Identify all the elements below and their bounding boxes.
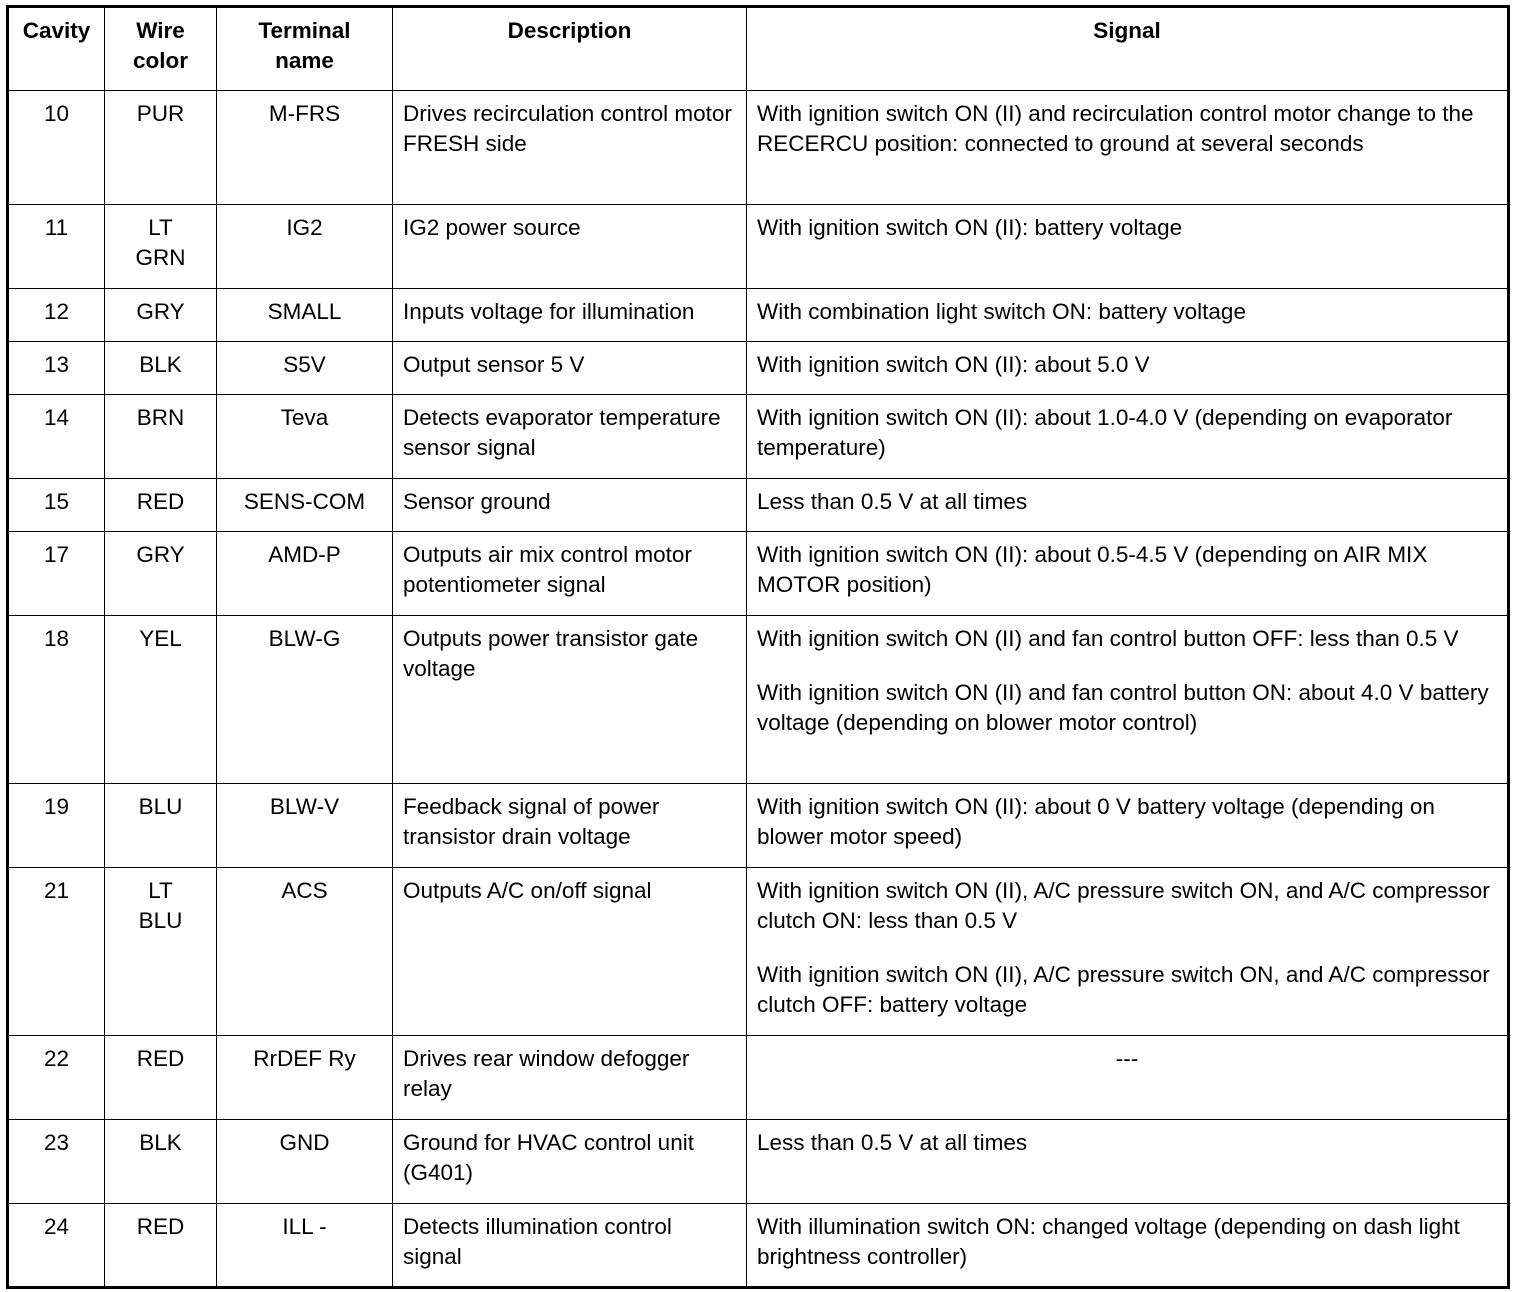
signal-cell [747, 784, 1509, 868]
table-row [8, 1036, 1509, 1120]
header-description: Description [393, 7, 747, 91]
table-body [8, 91, 1509, 1288]
signal-cell [747, 91, 1509, 205]
wire-color-cell: BLK [105, 1120, 217, 1204]
wire-color-cell: RED [105, 1204, 217, 1288]
terminal-name-cell: RrDEF Ry [217, 1036, 393, 1120]
description-cell: Sensor ground [393, 479, 747, 532]
header-cavity: Cavity [8, 7, 105, 91]
signal-text: Less than 0.5 V at all times [757, 1130, 1028, 1155]
wire-color-cell: LT GRN [105, 205, 217, 289]
header-row [8, 7, 1509, 91]
terminal-name-cell: SMALL [217, 289, 393, 342]
signal-cell [747, 1036, 1509, 1120]
wire-color-cell: GRY [105, 289, 217, 342]
description-cell: IG2 power source [393, 205, 747, 289]
cavity-cell: 17 [8, 532, 105, 616]
description-cell: Detects evaporator temperature sensor signal [393, 395, 747, 479]
cavity-cell: 13 [8, 342, 105, 395]
table-row [8, 1204, 1509, 1288]
terminal-name-cell: Teva [217, 395, 393, 479]
signal-text: With ignition switch ON (II) and fan control button ON: about 4.0 V battery voltage (depending on blower motor control) [757, 680, 1489, 735]
terminal-name-cell: ILL - [217, 1204, 393, 1288]
cavity-cell: 10 [8, 91, 105, 205]
table-row [8, 532, 1509, 616]
table-row [8, 868, 1509, 1036]
signal-text: With ignition switch ON (II), A/C pressure switch ON, and A/C compressor clutch ON: less than 0.5 V [757, 878, 1490, 933]
description-cell: Outputs A/C on/off signal [393, 868, 747, 1036]
cavity-cell: 11 [8, 205, 105, 289]
terminal-name-cell: S5V [217, 342, 393, 395]
wire-color-cell: LT BLU [105, 868, 217, 1036]
cavity-cell: 15 [8, 479, 105, 532]
description-cell: Outputs power transistor gate voltage [393, 616, 747, 784]
signal-text: With ignition switch ON (II): about 0 V battery voltage (depending on blower motor speed) [757, 794, 1435, 849]
cavity-cell: 19 [8, 784, 105, 868]
terminal-name-cell: IG2 [217, 205, 393, 289]
signal-cell [747, 532, 1509, 616]
wire-color-cell: GRY [105, 532, 217, 616]
description-cell: Detects illumination control signal [393, 1204, 747, 1288]
signal-text: With ignition switch ON (II) and recirculation control motor change to the RECERCU position: connected to ground at several seconds [757, 101, 1474, 156]
signal-cell [747, 616, 1509, 784]
wire-color-cell: RED [105, 479, 217, 532]
signal-text: With ignition switch ON (II), A/C pressure switch ON, and A/C compressor clutch OFF: battery voltage [757, 962, 1490, 1017]
signal-text: With illumination switch ON: changed voltage (depending on dash light brightness controller) [757, 1214, 1460, 1269]
table-row [8, 342, 1509, 395]
wire-color-cell: BLU [105, 784, 217, 868]
signal-text: With ignition switch ON (II): about 1.0-4.0 V (depending on evaporator temperature) [757, 405, 1453, 460]
cavity-cell: 18 [8, 616, 105, 784]
cavity-cell: 21 [8, 868, 105, 1036]
wire-color-cell: YEL [105, 616, 217, 784]
wire-color-cell: RED [105, 1036, 217, 1120]
signal-cell [747, 868, 1509, 1036]
terminal-name-cell: SENS-COM [217, 479, 393, 532]
terminal-name-cell: BLW-G [217, 616, 393, 784]
signal-cell [747, 342, 1509, 395]
terminal-name-cell: ACS [217, 868, 393, 1036]
description-cell: Drives rear window defogger relay [393, 1036, 747, 1120]
table-row [8, 1120, 1509, 1204]
signal-text: Less than 0.5 V at all times [757, 489, 1028, 514]
signal-cell [747, 1204, 1509, 1288]
cavity-cell: 14 [8, 395, 105, 479]
wire-color-cell: BRN [105, 395, 217, 479]
description-cell: Output sensor 5 V [393, 342, 747, 395]
cavity-cell: 23 [8, 1120, 105, 1204]
signal-cell [747, 205, 1509, 289]
signal-text: With combination light switch ON: battery voltage [757, 299, 1246, 324]
table-row [8, 205, 1509, 289]
table-row [8, 616, 1509, 784]
signal-cell [747, 289, 1509, 342]
signal-text: With ignition switch ON (II): about 5.0 V [757, 352, 1150, 377]
signal-cell [747, 1120, 1509, 1204]
header-wire-color: Wire color [105, 7, 217, 91]
wire-color-cell: PUR [105, 91, 217, 205]
terminal-name-cell: AMD-P [217, 532, 393, 616]
table-row [8, 784, 1509, 868]
table-row [8, 289, 1509, 342]
signal-cell [747, 395, 1509, 479]
signal-text: With ignition switch ON (II) and fan control button OFF: less than 0.5 V [757, 626, 1459, 651]
signal-text: --- [1115, 1046, 1139, 1071]
description-cell: Feedback signal of power transistor drain voltage [393, 784, 747, 868]
signal-cell [747, 479, 1509, 532]
description-cell: Drives recirculation control motor FRESH side [393, 91, 747, 205]
terminal-name-cell: BLW-V [217, 784, 393, 868]
cavity-cell: 12 [8, 289, 105, 342]
description-cell: Inputs voltage for illumination [393, 289, 747, 342]
description-cell: Outputs air mix control motor potentiometer signal [393, 532, 747, 616]
description-cell: Ground for HVAC control unit (G401) [393, 1120, 747, 1204]
table-row [8, 479, 1509, 532]
wire-color-cell: BLK [105, 342, 217, 395]
connector-terminal-table [6, 5, 1510, 1289]
signal-text: With ignition switch ON (II): battery voltage [757, 215, 1183, 240]
table-row [8, 395, 1509, 479]
signal-text: With ignition switch ON (II): about 0.5-4.5 V (depending on AIR MIX MOTOR position) [757, 542, 1428, 597]
table-row [8, 91, 1509, 205]
header-signal: Signal [747, 7, 1509, 91]
cavity-cell: 24 [8, 1204, 105, 1288]
header-terminal-name: Terminal name [217, 7, 393, 91]
cavity-cell: 22 [8, 1036, 105, 1120]
terminal-name-cell: M-FRS [217, 91, 393, 205]
terminal-name-cell: GND [217, 1120, 393, 1204]
